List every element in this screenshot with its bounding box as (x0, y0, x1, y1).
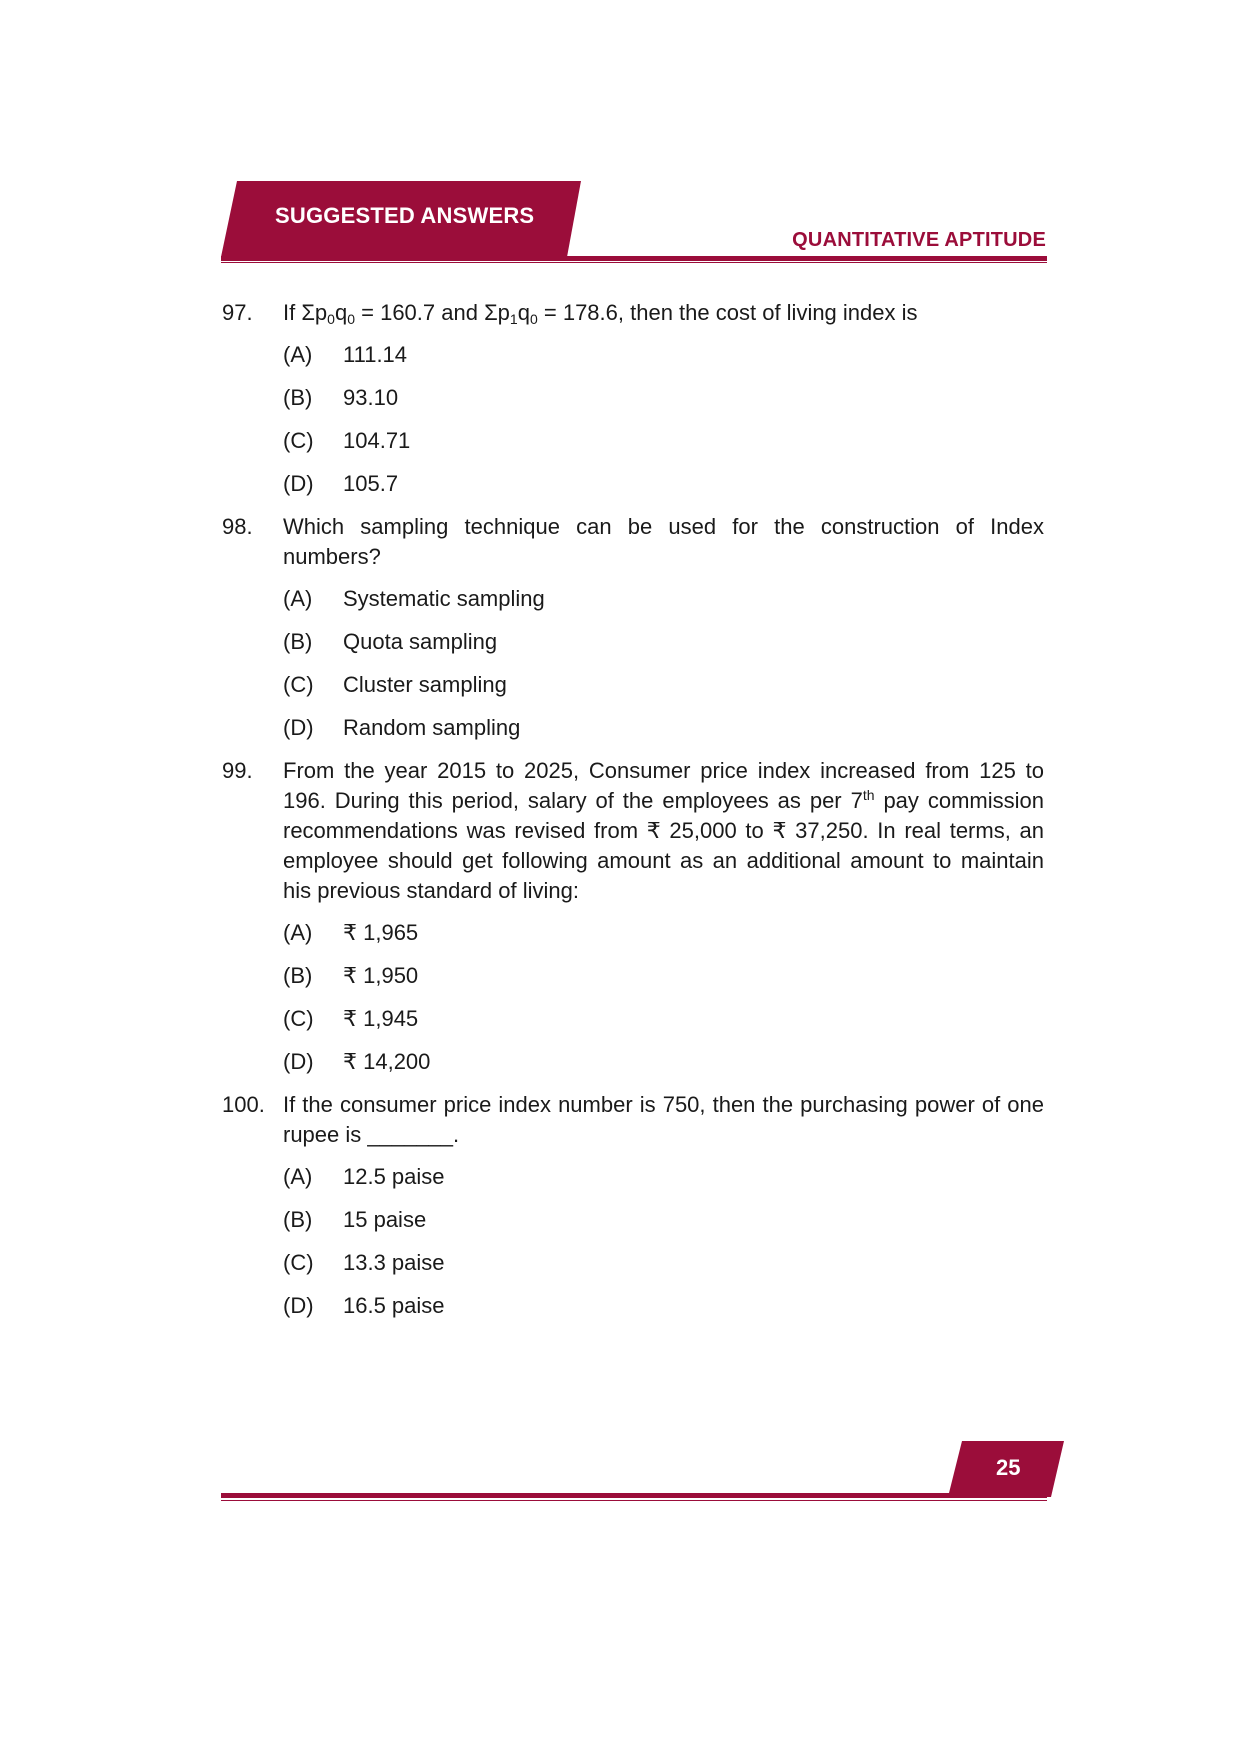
question-stem (222, 512, 1044, 572)
page-number-badge (948, 1441, 1064, 1497)
question-number: 98. (222, 514, 253, 539)
option-b: (B) 93.10 (283, 385, 399, 410)
footer-rule (221, 1493, 1047, 1502)
question-text: From the year 2015 to 2025, Consumer price index increased from 125 to 196. During this period, salary of the employees as per 7th pay commission recommendations was revised from ₹ 25,000 to ₹ 37,250. In real terms, an employee should get following amount as an additional amount to maintain his previous standard of living: (283, 758, 1044, 903)
option-d: (D) 16.5 paise (283, 1293, 445, 1318)
header-tab-label: SUGGESTED ANSWERS (275, 203, 535, 228)
question-98 (222, 512, 1044, 743)
question-stem (222, 298, 1044, 328)
option-c: (C) 13.3 paise (283, 1250, 445, 1275)
question-99 (222, 756, 1044, 1077)
option-d: (D) Random sampling (283, 715, 521, 740)
option-b: (B) ₹ 1,950 (283, 963, 419, 988)
section-title: QUANTITATIVE APTITUDE (792, 229, 1046, 251)
page-number: 25 (996, 1455, 1021, 1480)
option-c: (C) ₹ 1,945 (283, 1006, 419, 1031)
question-stem (222, 756, 1044, 906)
option-a: (A) 111.14 (283, 342, 408, 367)
option-d: (D) 105.7 (283, 471, 399, 496)
question-100 (222, 1090, 1044, 1321)
option-b: (B) 15 paise (283, 1207, 427, 1232)
question-number: 99. (222, 758, 253, 783)
question-number: 97. (222, 300, 253, 325)
header-tab (221, 181, 581, 257)
question-97 (222, 298, 1044, 499)
option-b: (B) Quota sampling (283, 629, 498, 654)
question-list (222, 298, 1044, 1334)
option-c: (C) Cluster sampling (283, 672, 507, 697)
question-text: If the consumer price index number is 750, then the purchasing power of one rupee is _______. (283, 1092, 1044, 1147)
option-d: (D) ₹ 14,200 (283, 1049, 431, 1074)
option-a: (A) Systematic sampling (283, 586, 545, 611)
question-number: 100. (222, 1092, 265, 1117)
question-text: If $\Sigma p_0q_0 = 160.7$ and $\Sigma p_1q_0 = 178.6$, then the cost of living index is (283, 300, 918, 327)
option-c: (C) 104.71 (283, 428, 411, 453)
header-rule (221, 256, 1047, 264)
question-stem (222, 1090, 1044, 1150)
option-a: (A) ₹ 1,965 (283, 920, 419, 945)
question-text: Which sampling technique can be used for the construction of Index numbers? (283, 514, 1044, 569)
option-a: (A) 12.5 paise (283, 1164, 445, 1189)
